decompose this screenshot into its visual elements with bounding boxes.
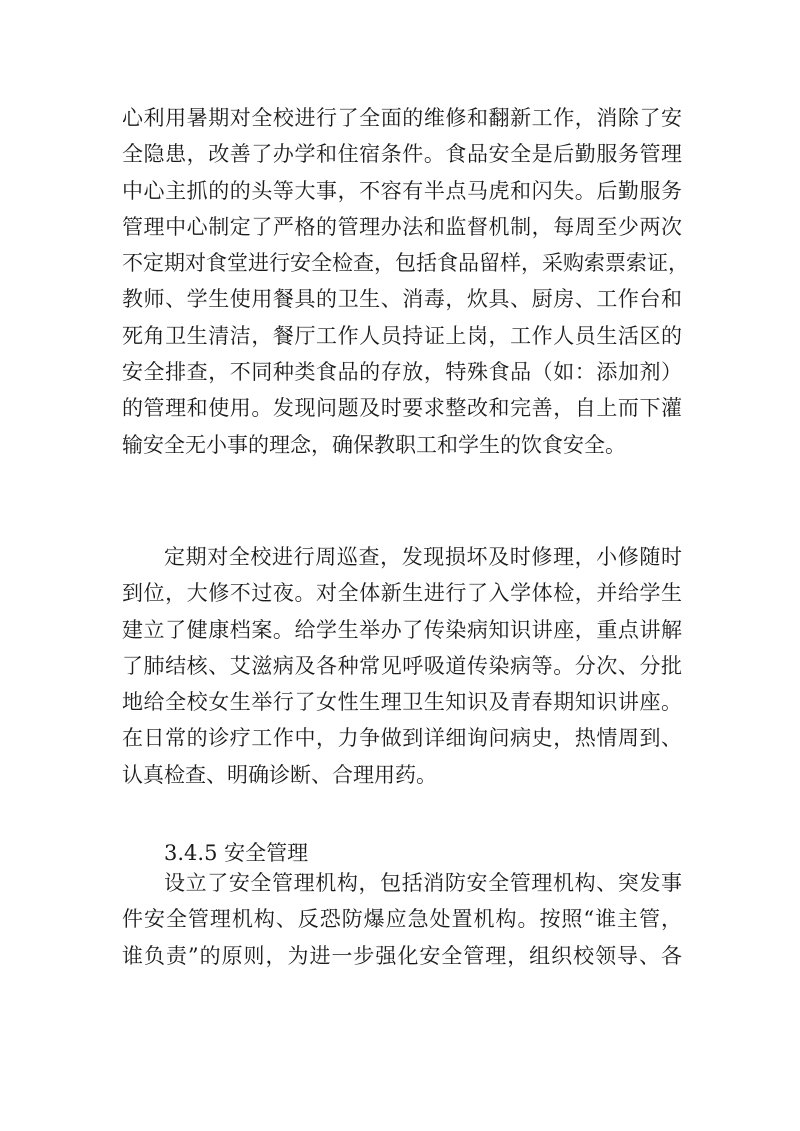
text-line: 输安全无小事的理念，确保教职工和学生的饮食安全。 <box>122 432 626 457</box>
text-line: 的管理和使用。发现问题及时要求整改和完善，自上而下灌 <box>122 396 682 421</box>
section-heading: 3.4.5 安全管理 <box>164 841 309 865</box>
text-line: 在日常的诊疗工作中，力争做到详细询问病史，热情周到、 <box>122 726 682 751</box>
text-line: 定期对全校进行周巡查，发现损坏及时修理，小修随时 <box>164 545 682 569</box>
text-line: 设立了安全管理机构，包括消防安全管理机构、突发事 <box>164 871 682 895</box>
text-line: 教师、学生使用餐具的卫生、消毒，炊具、厨房、工作台和 <box>122 287 682 312</box>
text-line: 到位，大修不过夜。对全体新生进行了入学体检，并给学生 <box>122 581 682 606</box>
text-line: 中心主抓的的头等大事，不容有半点马虎和闪失。后勤服务 <box>122 178 682 203</box>
text-line: 心利用暑期对全校进行了全面的维修和翻新工作，消除了安 <box>122 106 682 130</box>
text-line: 建立了健康档案。给学生举办了传染病知识讲座，重点讲解 <box>122 617 682 642</box>
text-line: 安全排查，不同种类食品的存放，特殊食品（如：添加剂） <box>122 360 682 385</box>
text-line: 谁负责”的原则，为进一步强化安全管理，组织校领导、各 <box>122 943 682 968</box>
text-line: 认真检查、明确诊断、合理用药。 <box>122 762 437 787</box>
text-line: 了肺结核、艾滋病及各种常见呼吸道传染病等。分次、分批 <box>122 653 682 678</box>
paragraph-inspection-health <box>122 539 682 793</box>
text-line: 地给全校女生举行了女性生理卫生知识及青春期知识讲座。 <box>122 690 682 715</box>
text-line: 死角卫生清洁，餐厅工作人员持证上岗，工作人员生活区的 <box>122 323 682 348</box>
text-line: 全隐患，改善了办学和住宿条件。食品安全是后勤服务管理 <box>122 142 682 167</box>
text-line: 件安全管理机构、反恐防爆应急处置机构。按照“谁主管， <box>122 907 682 932</box>
text-line: 不定期对食堂进行安全检查，包括食品留样，采购索票索证， <box>122 251 689 276</box>
paragraph-safety-management <box>122 865 682 974</box>
text-line: 管理中心制定了严格的管理办法和监督机制，每周至少两次 <box>122 214 682 239</box>
paragraph-logistics <box>122 100 689 463</box>
